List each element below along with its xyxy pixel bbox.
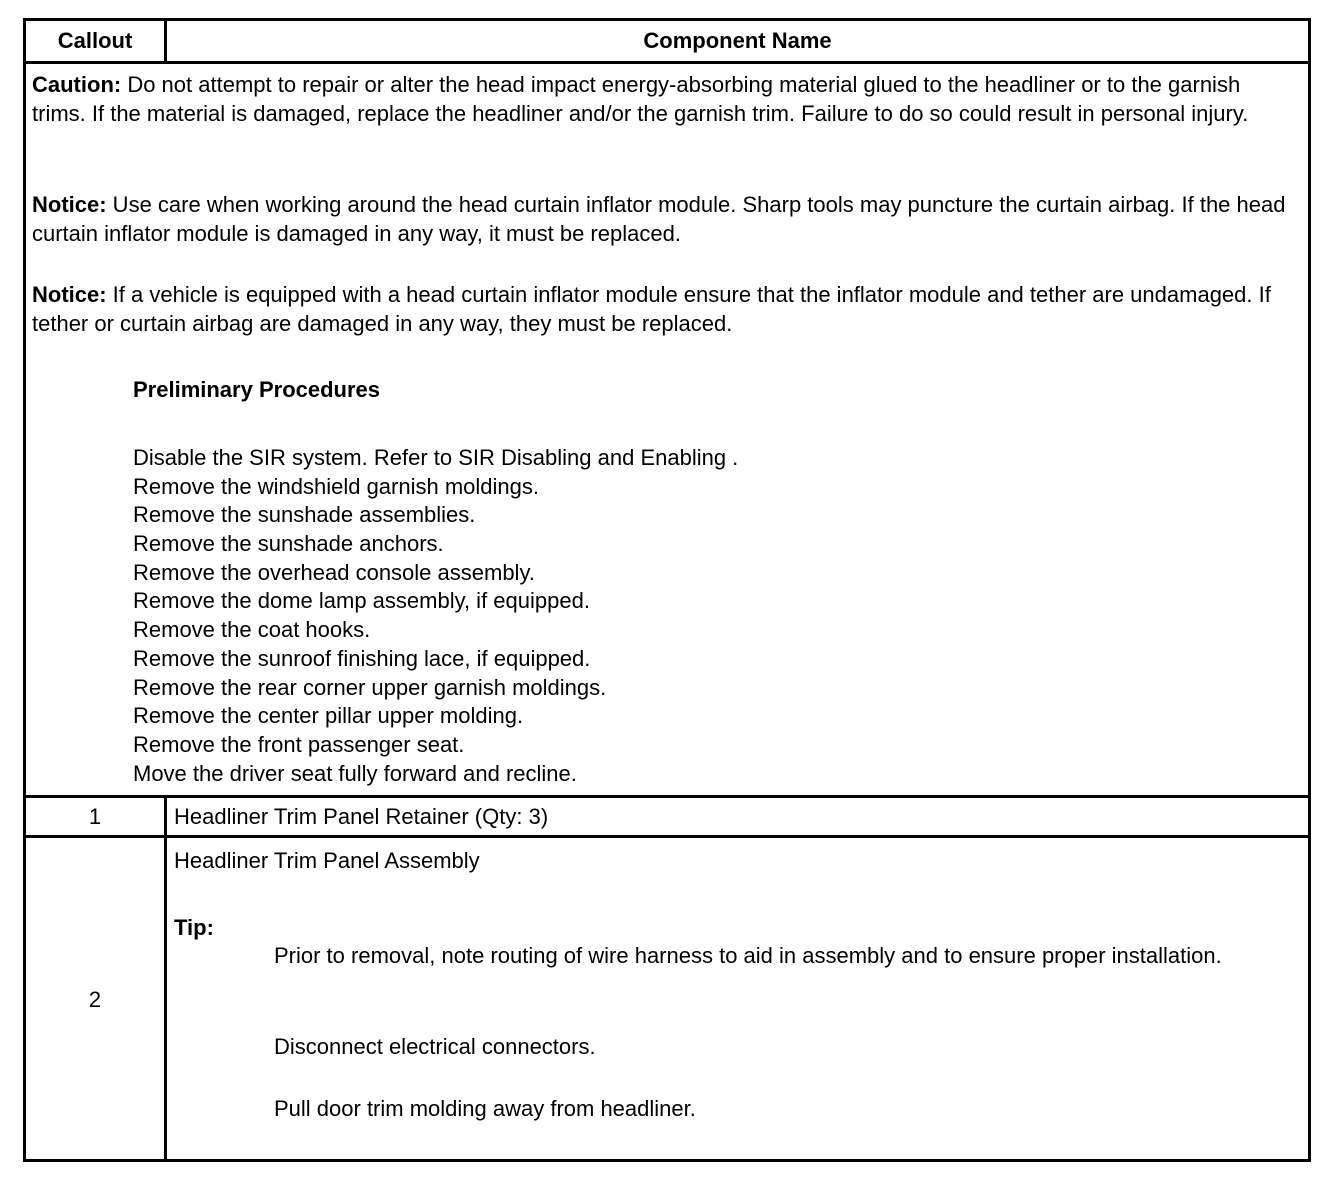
list-item: Disable the SIR system. Refer to SIR Disabling and Enabling .: [133, 445, 739, 470]
list-item: Move the driver seat fully forward and recline.: [133, 760, 577, 786]
component-name: Headliner Trim Panel Retainer (Qty: 3): [174, 804, 549, 829]
notice-paragraph-1: [32, 190, 1294, 248]
callout-number: 1: [26, 798, 167, 835]
caution-text: Do not attempt to repair or alter the head impact energy-absorbing material glued to the headliner or to the garnish trims. If the material is damaged, replace the headliner and/or the garnish trim. Failure to do so could result in personal injury.: [32, 72, 1249, 126]
list-item: Remove the windshield garnish moldings.: [133, 473, 539, 499]
component-name-column-header: Component Name: [643, 28, 832, 53]
list-item: Remove the coat hooks.: [133, 617, 371, 643]
tip-text: Disconnect electrical connectors.: [274, 1034, 596, 1059]
list-item: Remove the rear corner upper garnish moldings.: [133, 674, 607, 700]
notice-text-2: If a vehicle is equipped with a head curtain inflator module ensure that the inflator module and tether are undamaged. If tether or curtain airbag are damaged in any way, they must be replaced.: [32, 282, 1271, 336]
tip-text: Prior to removal, note routing of wire harness to aid in assembly and to ensure proper installation.: [274, 943, 1222, 968]
tip-text: Pull door trim molding away from headliner.: [274, 1096, 696, 1121]
list-item: Remove the sunshade assemblies.: [133, 502, 476, 528]
table-header-row: [26, 21, 1308, 64]
list-item: Remove the front passenger seat.: [133, 731, 465, 757]
notice-label-2: Notice:: [32, 282, 107, 307]
table-row: [26, 838, 1308, 1159]
notice-paragraph-2: [32, 280, 1294, 338]
preliminary-steps-list: [133, 444, 738, 788]
caution-label: Caution:: [32, 72, 122, 97]
list-item: Remove the center pillar upper molding.: [133, 703, 524, 729]
preliminary-procedures-heading: Preliminary Procedures: [133, 377, 381, 402]
list-item: Remove the sunroof finishing lace, if equipped.: [133, 645, 591, 671]
notice-label-1: Notice:: [32, 192, 107, 217]
list-item: Remove the dome lamp assembly, if equipped.: [133, 588, 590, 614]
component-table: [23, 18, 1311, 1162]
callout-number: 2: [88, 987, 102, 1012]
warnings-and-preliminary-row: [26, 64, 1308, 798]
callout-column-header: Callout: [26, 21, 167, 61]
table-row: [26, 795, 1308, 838]
component-name: Headliner Trim Panel Assembly: [174, 848, 480, 873]
list-item: Remove the overhead console assembly.: [133, 559, 535, 585]
list-item: Remove the sunshade anchors.: [133, 531, 444, 557]
callout-cell: [26, 838, 167, 1159]
notice-text-1: Use care when working around the head curtain inflator module. Sharp tools may puncture the curtain airbag. If the head curtain inflator module is damaged in any way, it must be replaced.: [32, 192, 1286, 246]
caution-paragraph: [32, 70, 1294, 128]
tip-label: Tip:: [174, 915, 214, 940]
